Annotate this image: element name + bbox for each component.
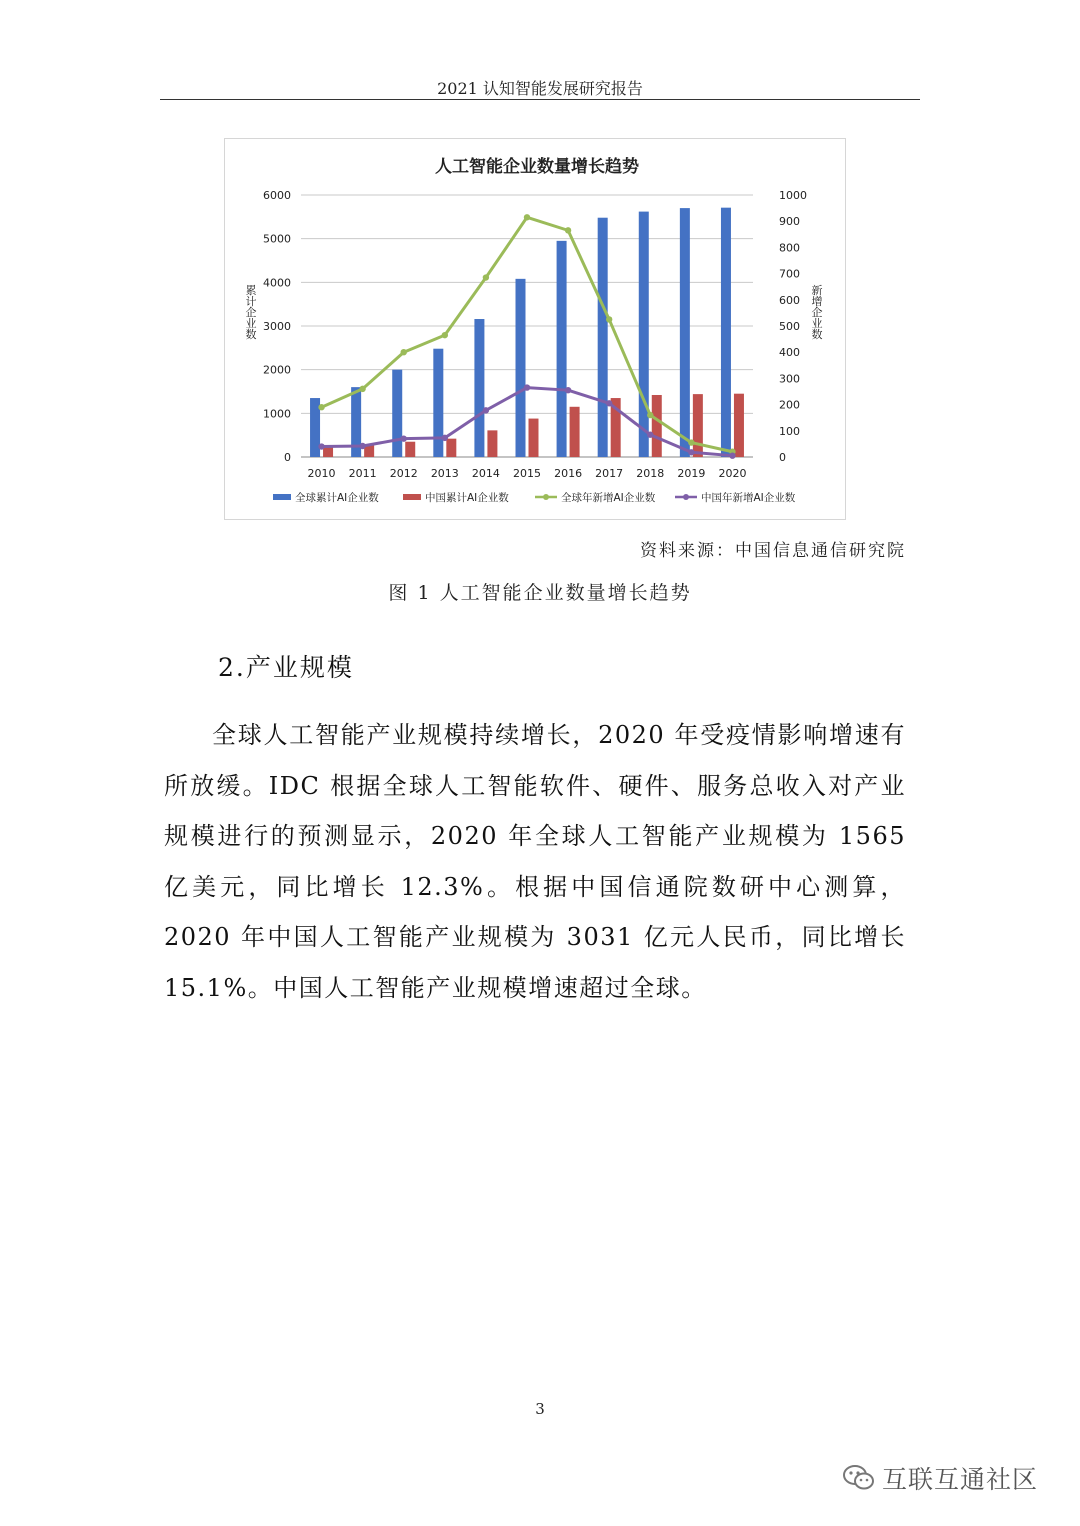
x-tick-label: 2010 bbox=[307, 467, 336, 480]
section-heading: 2.产业规模 bbox=[218, 653, 354, 682]
x-tick-label: 2014 bbox=[471, 467, 500, 480]
x-tick-label: 2011 bbox=[348, 467, 377, 480]
y-right-axis-label: 新增企业数 bbox=[811, 284, 823, 341]
line-point-0 bbox=[688, 439, 694, 445]
bar-1 bbox=[405, 442, 415, 457]
line-point-0 bbox=[318, 404, 324, 410]
watermark-text: 互联互通社区 bbox=[882, 1465, 1039, 1494]
line-point-0 bbox=[606, 316, 612, 322]
bar-0 bbox=[598, 218, 608, 457]
bar-0 bbox=[639, 212, 649, 457]
line-point-0 bbox=[442, 332, 448, 338]
bar-0 bbox=[721, 208, 731, 457]
x-tick-label: 2013 bbox=[430, 467, 459, 480]
y-right-tick-label: 800 bbox=[779, 241, 800, 255]
line-point-1 bbox=[565, 387, 571, 393]
bar-1 bbox=[693, 394, 703, 457]
legend-label: 中国年新增AI企业数 bbox=[701, 492, 796, 504]
line-point-1 bbox=[688, 449, 694, 455]
y-tick-label: 4000 bbox=[263, 276, 291, 290]
chart-title: 人工智能企业数量增长趋势 bbox=[435, 157, 639, 177]
y-tick-label: 0 bbox=[284, 451, 291, 464]
chart-svg bbox=[225, 139, 845, 519]
line-point-0 bbox=[359, 386, 365, 392]
line-point-1 bbox=[318, 443, 324, 449]
header-title: 2021 认知智能发展研究报告 bbox=[437, 79, 643, 98]
figure-source: 资料来源：中国信息通信研究院 bbox=[640, 541, 906, 561]
y-right-tick-label: 500 bbox=[779, 320, 800, 333]
bar-0 bbox=[557, 241, 567, 457]
legend-label: 全球年新增AI企业数 bbox=[561, 492, 656, 504]
body-paragraph: 全球人工智能产业规模持续增长，2020 年受疫情影响增速有所放缓。IDC 根据全球人工智能软件、硬件、服务总收入对产业规模进行的预测显示，2020 年全球人工智能产业规模为 1565 亿美元，同比增长 12.3%。根据中国信通院数研中心测算，2020 年中国人工智能产业规模为 3031 亿元人民币，同比增长 15.1%。中国人工智能产业规模增速超过全球。 bbox=[164, 721, 906, 1002]
y-axis-label: 累计企业数 bbox=[245, 284, 257, 341]
bar-0 bbox=[516, 279, 526, 457]
y-tick-label: 3000 bbox=[263, 320, 291, 333]
y-right-tick-label: 300 bbox=[779, 372, 800, 386]
legend-label: 中国累计AI企业数 bbox=[425, 492, 509, 504]
y-tick-label: 6000 bbox=[263, 189, 291, 202]
bar-0 bbox=[474, 319, 484, 457]
line-point-1 bbox=[729, 452, 735, 458]
bar-1 bbox=[446, 439, 456, 457]
figure-caption: 图 1 人工智能企业数量增长趋势 bbox=[388, 582, 692, 604]
y-right-tick-label: 0 bbox=[779, 451, 786, 464]
y-right-tick-label: 700 bbox=[779, 267, 800, 281]
bar-1 bbox=[487, 430, 497, 457]
line-point-1 bbox=[483, 407, 489, 413]
bar-1 bbox=[734, 394, 744, 457]
x-tick-label: 2016 bbox=[554, 467, 583, 480]
legend-marker bbox=[683, 494, 689, 500]
line-point-1 bbox=[401, 435, 407, 441]
x-tick-label: 2017 bbox=[595, 467, 624, 480]
y-right-tick-label: 100 bbox=[779, 424, 800, 438]
line-point-0 bbox=[483, 274, 489, 280]
line-point-1 bbox=[606, 400, 612, 406]
figure-chart bbox=[224, 138, 846, 520]
y-tick-label: 2000 bbox=[263, 363, 291, 377]
watermark bbox=[842, 1458, 1062, 1498]
bar-0 bbox=[392, 370, 402, 457]
x-tick-label: 2015 bbox=[513, 467, 541, 480]
y-right-tick-label: 600 bbox=[779, 293, 800, 307]
line-point-1 bbox=[359, 443, 365, 449]
page-number: 3 bbox=[535, 1400, 545, 1418]
y-tick-label: 5000 bbox=[263, 232, 291, 246]
line-series-1 bbox=[322, 388, 733, 456]
line-point-1 bbox=[524, 384, 530, 390]
header-rule bbox=[160, 99, 920, 100]
y-tick-label: 1000 bbox=[263, 407, 291, 421]
y-right-tick-label: 200 bbox=[779, 398, 800, 412]
line-point-1 bbox=[647, 432, 653, 438]
legend-swatch bbox=[403, 494, 421, 500]
y-right-tick-label: 400 bbox=[779, 346, 800, 360]
wechat-icon bbox=[842, 1463, 876, 1493]
x-tick-label: 2012 bbox=[389, 467, 418, 480]
x-tick-label: 2018 bbox=[636, 467, 665, 480]
line-series-0 bbox=[322, 217, 733, 451]
legend-label: 全球累计AI企业数 bbox=[295, 492, 379, 504]
bar-1 bbox=[529, 419, 539, 457]
bar-1 bbox=[570, 407, 580, 457]
legend-marker bbox=[543, 494, 549, 500]
bar-0 bbox=[433, 349, 443, 457]
line-point-1 bbox=[442, 435, 448, 441]
line-point-0 bbox=[401, 349, 407, 355]
line-point-0 bbox=[565, 227, 571, 233]
y-right-tick-label: 1000 bbox=[779, 189, 807, 202]
x-tick-label: 2019 bbox=[677, 467, 706, 480]
bar-1 bbox=[652, 395, 662, 457]
legend-swatch bbox=[273, 494, 291, 500]
bar-0 bbox=[680, 208, 690, 457]
line-point-0 bbox=[647, 412, 653, 418]
x-tick-label: 2020 bbox=[718, 467, 747, 480]
line-point-0 bbox=[524, 214, 530, 220]
y-right-tick-label: 900 bbox=[779, 215, 800, 229]
